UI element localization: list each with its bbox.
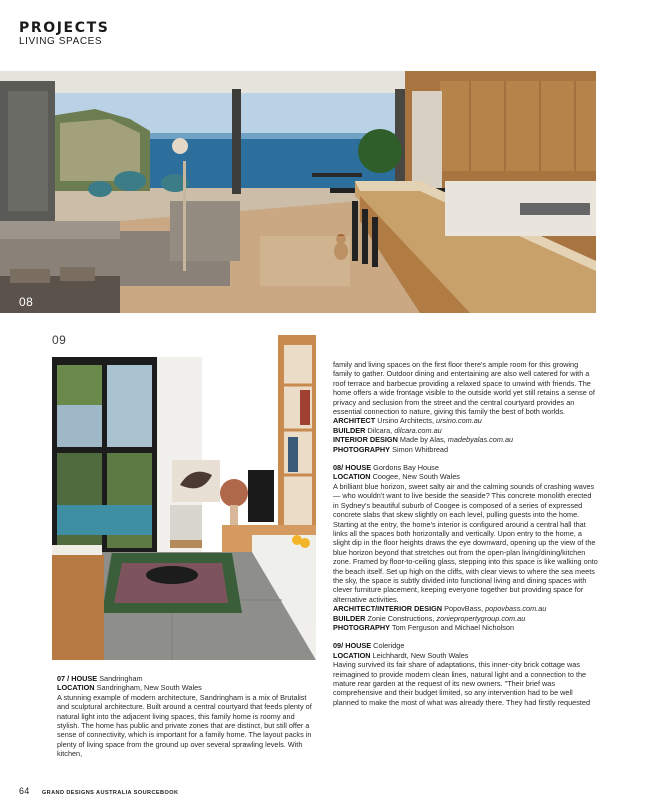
architect-interior-name: PopovBass,	[444, 604, 484, 614]
project-08-builder	[333, 614, 599, 623]
builder-name: Zonie Constructions,	[367, 613, 435, 623]
project-08-architect	[333, 604, 599, 613]
project-08-heading	[333, 463, 599, 472]
photo-08-gordons-bay-interior	[0, 71, 596, 313]
project-08-location-value: Coogee, New South Wales	[372, 472, 460, 482]
photography-name: Simon Whitbread	[392, 444, 449, 454]
page-footer	[19, 786, 178, 796]
builder-url: zoniepropertygroup.com.au	[436, 613, 526, 623]
project-09-location	[333, 651, 599, 660]
interior-name: Made by Alas,	[399, 435, 446, 445]
photo-08-number: 08	[19, 295, 34, 309]
builder-label: BUILDER	[333, 425, 366, 435]
project-09-location-value: Leichhardt, New South Wales	[372, 650, 469, 660]
builder-name: Dilcara,	[367, 425, 393, 435]
text-column-left	[57, 674, 315, 759]
project-07-body: A stunning example of modern architecture, Sandringham is a mix of Brutalist and sculptural architecture. Built around a central courtyard that feeds plenty of natural light into the adjacent living spaces, this family home is roomy and stylish. The home has public and private zones that are distinct, but still offer a sense of connectivity, which is important for a family home. The layout packs in plenty of living space from the ground up over several sprawling levels. With kitchen,	[57, 692, 312, 759]
project-07-heading	[57, 674, 315, 683]
photo-09-coleridge-interior	[52, 335, 316, 660]
project-07-location	[57, 683, 315, 692]
interior-url: madebyalas.com.au	[447, 435, 514, 445]
project-09-number: 09/	[333, 641, 344, 651]
project-09-body: Having survived its fair share of adaptations, this inner-city brick cottage was reimagined to provide modern clean lines, natural light and a connection to the mature rear garden at the request of its new owners. "Their brief was comprehensive and their budget limited, so any intervention had to be well planned to make the most of what was already there. They had firstly requested	[333, 660, 591, 707]
project-07-architect	[333, 416, 599, 425]
project-09-name: Coleridge	[373, 641, 405, 651]
photography-label: PHOTOGRAPHY	[333, 444, 391, 454]
photography-label: PHOTOGRAPHY	[333, 622, 391, 632]
architect-label: ARCHITECT	[333, 416, 376, 426]
section-header	[19, 21, 109, 47]
interior-label: INTERIOR DESIGN	[333, 435, 398, 445]
project-07-location-value: Sandringham, New South Wales	[96, 683, 202, 693]
project-08-number: 08/	[333, 463, 344, 473]
section-title: PROJECTS	[19, 20, 110, 36]
project-07-type: HOUSE	[71, 674, 98, 683]
project-08-body: A brilliant blue horizon, sweet salty air and the calming sounds of crashing waves — who wouldn't want to live beside the seaside? This concrete monolith erected in Sydney's beautiful suburb of Coogee is composed of a series of expressed concrete slabs that skew slightly on each level, pulling guests into the home. Starting at the entry, the home's interior is configured around a central hall that links all the spaces both horizontally and vertically. Upon entry to the home, a slight dip in the floor heights draws the eye downward, opening up the view of the blue horizon beyond that stretches out from the open-plan living/dining/kitchen zone. Framed by floor-to-ceiling glass, stepping into this space is like walking onto the beach itself. Set up high on the cliffs, with clear views to where the sea meets the sky, the space is subtly divided into functional living and dining spaces with clever furniture placement, keeping everyone together but providing space for alternative activities.	[333, 481, 598, 604]
project-09-type: HOUSE	[345, 641, 372, 651]
builder-url: dilcara.com.au	[394, 425, 442, 435]
project-08-photography	[333, 623, 599, 632]
page-number: 64	[19, 786, 30, 796]
project-08-location-label: LOCATION	[333, 472, 371, 482]
section-subtitle: LIVING SPACES	[19, 36, 103, 47]
project-09-heading	[333, 641, 599, 650]
architect-url: ursino.com.au	[436, 416, 482, 426]
photo-09-number: 09	[52, 335, 67, 347]
project-09-location-label: LOCATION	[333, 650, 371, 660]
photography-name: Tom Ferguson and Michael Nicholson	[391, 622, 515, 632]
publication-name: GRAND DESIGNS AUSTRALIA SOURCEBOOK	[41, 790, 179, 796]
project-07-location-label: LOCATION	[57, 683, 95, 693]
architect-interior-url: popovbass.com.au	[485, 604, 547, 614]
project-07-body-continued: family and living spaces on the first floor there's ample room for this growing family to gather. Outdoor dining and entertaining are also well catered for with a roof terrace and barbecue providing a relaxed space to unwind with friends. The home offers a wide frontage visible to the outside world yet still retains a sense of privacy and seclusion from the street and the central courtyard provides an essential connection to nature, giving this family the best of both worlds.	[333, 360, 595, 417]
project-07-interior	[333, 435, 599, 444]
project-08-type: HOUSE	[345, 463, 372, 473]
project-08-name: Gordons Bay House	[373, 463, 439, 473]
project-07-name: Sandringham	[99, 674, 143, 683]
architect-name: Ursino Architects,	[377, 416, 434, 426]
project-08-location	[333, 472, 599, 481]
project-07-photography	[333, 445, 599, 454]
project-07-builder	[333, 426, 599, 435]
project-07-number: 07 /	[57, 674, 70, 683]
text-column-right	[333, 360, 599, 707]
architect-interior-label: ARCHITECT/INTERIOR DESIGN	[333, 604, 443, 614]
builder-label: BUILDER	[333, 613, 366, 623]
